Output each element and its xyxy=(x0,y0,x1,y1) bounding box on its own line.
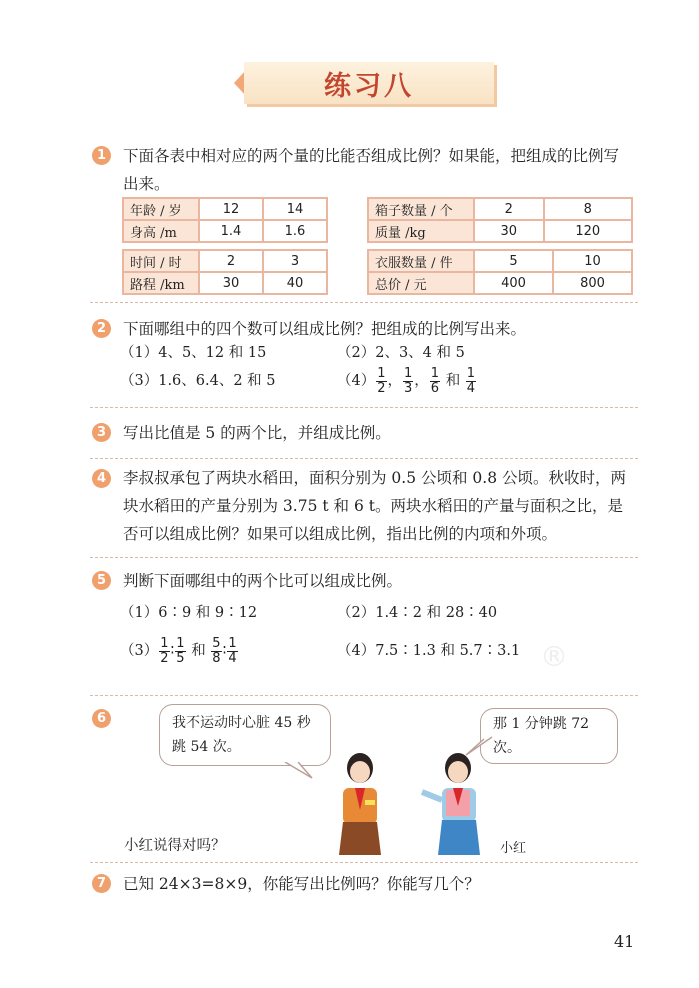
table-cell: 1.6 xyxy=(263,220,327,242)
table-cell: 12 xyxy=(199,198,263,220)
table-cell: 3 xyxy=(263,250,327,272)
fraction: $\frac{1}{4}$ xyxy=(466,365,476,396)
table-cell: 8 xyxy=(544,198,632,220)
divider xyxy=(90,862,638,863)
question-4-text xyxy=(123,464,643,548)
page-title: 练习八 xyxy=(324,71,414,102)
table-age-height xyxy=(122,197,328,243)
question-7-text: 已知 24×3=8×9，你能写出比例吗？你能写几个？ xyxy=(123,875,480,893)
fraction: $\frac{1}{5}$ xyxy=(176,635,185,666)
table-cell: 1.4 xyxy=(199,220,263,242)
fraction: $\frac{1}{2}$ xyxy=(160,635,169,666)
girl-xiaohong-illustration xyxy=(418,750,488,858)
question-5-text: 判断下面哪组中的两个比可以组成比例。 xyxy=(123,572,403,590)
speech-bubble-right: 那 1 分钟跳 72 次。 xyxy=(480,708,618,764)
table-cell: 5 xyxy=(474,250,553,272)
table-time-distance xyxy=(122,249,328,295)
table-boxes-mass xyxy=(367,197,633,243)
fraction: $\frac{1}{2}$ xyxy=(377,365,386,396)
table-cell: 30 xyxy=(199,272,263,294)
table-cell: 30 xyxy=(474,220,544,242)
table-cell: 2 xyxy=(474,198,544,220)
table-cell: 10 xyxy=(553,250,632,272)
bubble-line: 我不运动时心脏 45 秒 xyxy=(172,715,311,731)
q4-line: 否可以组成比例？如果可以组成比例，指出比例的内项和外项。 xyxy=(123,525,558,543)
q2-item-2: （2）2、3、4 和 5 xyxy=(337,345,465,361)
page-number: 41 xyxy=(614,932,635,951)
divider xyxy=(90,302,638,303)
girl-left-illustration xyxy=(325,750,395,858)
divider xyxy=(90,407,638,408)
divider xyxy=(90,458,638,459)
table-cell: 40 xyxy=(263,272,327,294)
q5-item-3: （3） $\frac{1}{2}$ ∶ $\frac{1}{5}$ 和 $\frac{5}{8}$ ∶ $\frac{1}{4}$ xyxy=(120,635,237,666)
table-cell: 14 xyxy=(263,198,327,220)
divider xyxy=(90,695,638,696)
table-cell: 年龄 / 岁 xyxy=(123,198,199,220)
bubble-tail xyxy=(280,762,320,782)
table-cell: 衣服数量 / 件 xyxy=(368,250,474,272)
q2-item-1: （1）4、5、12 和 15 xyxy=(120,345,267,361)
question-number-badge: 2 xyxy=(92,319,111,338)
q5-item-1: （1）6∶9 和 9∶12 xyxy=(120,605,258,621)
divider xyxy=(90,557,638,558)
item-label: （4） xyxy=(337,373,376,389)
speech-bubble-left xyxy=(159,704,331,766)
q5-item-4: （4）7.5∶1.3 和 5.7∶3.1 xyxy=(337,643,521,659)
table-cell: 质量 /kg xyxy=(368,220,474,242)
table-cell: 800 xyxy=(553,272,632,294)
question-number-badge: 6 xyxy=(92,709,111,728)
table-clothes-price xyxy=(367,249,633,295)
question-number-badge: 7 xyxy=(92,874,111,893)
fraction: $\frac{1}{4}$ xyxy=(228,635,237,666)
bubble-line: 跳 54 次。 xyxy=(172,739,241,755)
q4-line: 块水稻田的产量分别为 3.75 t 和 6 t。两块水稻田的产量与面积之比，是 xyxy=(123,497,623,515)
table-cell: 身高 /m xyxy=(123,220,199,242)
table-cell: 400 xyxy=(474,272,553,294)
table-cell: 2 xyxy=(199,250,263,272)
question-6-text: 小红说得对吗？ xyxy=(124,838,226,854)
character-name-label: 小红 xyxy=(500,841,527,856)
fraction: $\frac{1}{3}$ xyxy=(404,365,413,396)
q4-line: 李叔叔承包了两块水稻田，面积分别为 0.5 公顷和 0.8 公顷。秋收时，两 xyxy=(123,469,627,487)
table-cell: 总价 / 元 xyxy=(368,272,474,294)
question-number-badge: 3 xyxy=(92,423,111,442)
q5-item-2: （2）1.4∶2 和 28∶40 xyxy=(337,605,498,621)
watermark-registered: ® xyxy=(540,640,568,673)
fraction: $\frac{1}{6}$ xyxy=(430,365,440,396)
table-cell: 路程 /km xyxy=(123,272,199,294)
q2-item-4: （4） $\frac{1}{2}$ ， $\frac{1}{3}$ ， $\frac{1}{6}$ 和 $\frac{1}{4}$ xyxy=(337,365,476,396)
q1-line: 下面各表中相对应的两个量的比能否组成比例？如果能，把组成的比例写 xyxy=(123,147,620,165)
table-cell: 120 xyxy=(544,220,632,242)
question-number-badge: 5 xyxy=(92,571,111,590)
fraction: $\frac{5}{8}$ xyxy=(212,635,221,666)
table-cell: 箱子数量 / 个 xyxy=(368,198,474,220)
table-cell: 时间 / 时 xyxy=(123,250,199,272)
question-number-badge: 1 xyxy=(92,146,111,165)
q2-item-3: （3）1.6、6.4、2 和 5 xyxy=(120,373,276,389)
question-2-text: 下面哪组中的四个数可以组成比例？把组成的比例写出来。 xyxy=(123,320,527,338)
question-3-text: 写出比值是 5 的两个比，并组成比例。 xyxy=(123,424,391,442)
question-number-badge: 4 xyxy=(92,469,111,488)
q1-line: 出来。 xyxy=(123,175,170,193)
question-1-text xyxy=(123,142,619,198)
